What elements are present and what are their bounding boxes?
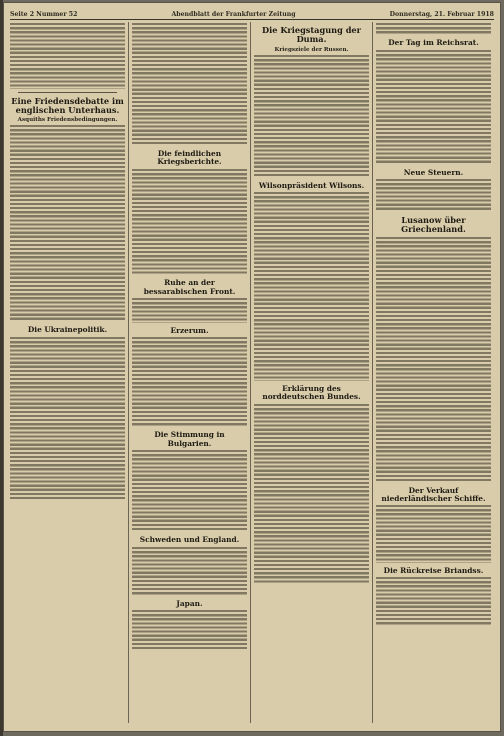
article-subheading: Kriegsziele der Russen. [274,46,349,53]
article-heading: Die Stimmung in Bulgarien. [154,430,225,448]
text-paragraph [376,237,491,483]
article-heading: Der Verkauf niederländischer Schiffe. [381,485,486,503]
article-heading: Die feindlichen Kriegsberichte. [157,149,222,167]
text-paragraph [376,50,491,165]
article-heading: Wilsonpräsident Wilsons. [258,180,365,190]
article-heading: Japan. [176,598,203,608]
text-paragraph [132,547,247,596]
text-paragraph [376,505,491,562]
text-columns [10,22,494,723]
text-paragraph [10,125,125,322]
text-paragraph [132,298,247,323]
text-paragraph [132,23,247,146]
newspaper-page [4,3,500,731]
article-heading: Die Rückreise Briandss. [383,565,484,575]
text-paragraph [132,337,247,427]
text-paragraph [254,404,369,584]
article-heading: Neue Steuern. [403,167,464,177]
issue-date: Donnerstag, 21. Februar 1918 [389,10,494,18]
page-number: Seite 2 Nummer 52 [10,10,78,18]
text-paragraph [132,169,247,276]
article-heading: Der Tag im Reichsrat. [388,38,479,48]
text-paragraph [132,610,247,651]
article-heading: Schweden und England. [139,535,240,545]
article-heading: Die Kriegstagung der Duma. [262,25,361,45]
text-paragraph [10,23,125,89]
column-2 [128,22,250,723]
article-subheading: Asquiths Friedensbedingungen. [17,117,118,124]
column-1 [10,22,128,723]
text-paragraph [254,55,369,178]
article-heading: Erzerum. [170,325,209,335]
section-divider [18,92,117,93]
masthead [10,9,494,20]
column-3 [250,22,372,723]
text-paragraph [254,192,369,381]
left-scan-edge [0,0,3,736]
article-heading: Die Ukrainepolitik. [27,325,108,335]
article-heading: Eine Friedensdebatte im englischen Unterhaus. [11,95,124,115]
text-paragraph [10,337,125,501]
article-heading: Lusanow über Griechenland. [401,214,466,235]
text-paragraph [376,23,491,35]
article-heading: Erklärung des norddeutschen Bundes. [262,383,361,402]
newspaper-title: Abendblatt der Frankfurter Zeitung [171,10,296,18]
article-heading: Ruhe an der bessarabischen Front. [143,278,236,296]
text-paragraph [376,179,491,212]
text-paragraph [376,577,491,626]
text-paragraph [132,450,247,532]
column-4 [372,22,494,723]
